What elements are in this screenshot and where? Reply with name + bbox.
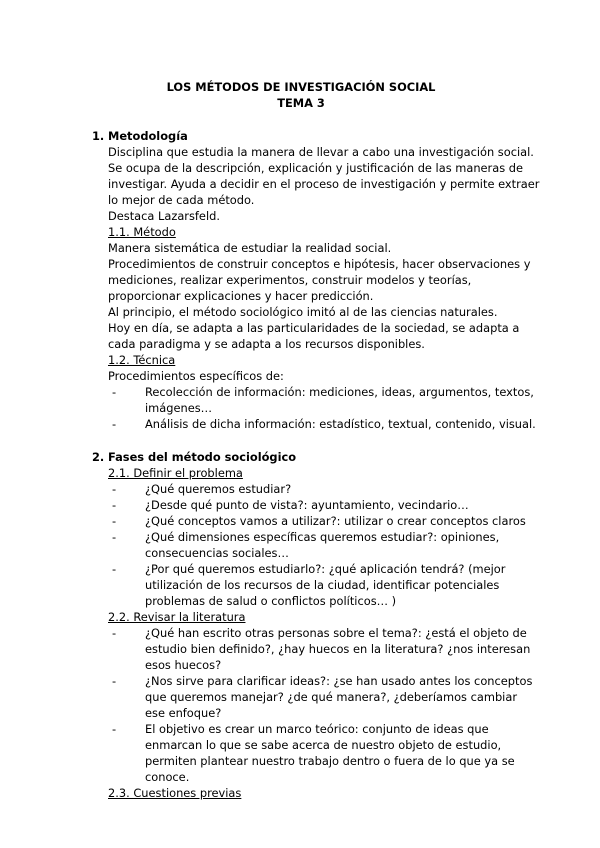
paragraph: Se ocupa de la descripción, explicación y justificación de las maneras de investigar. Ayuda a decidir en el proceso de investigación y permite extraer lo mejor de cada método. xyxy=(108,161,540,207)
section-heading xyxy=(92,128,540,144)
list-item: - Recolección de información: mediciones, ideas, argumentos, textos, imágenes… xyxy=(108,384,540,416)
paragraph: Hoy en día, se adapta a las particularidades de la sociedad, se adapta a cada paradigma y se adapta a los recursos disponibles. xyxy=(108,321,520,351)
list-item: - ¿Qué han escrito otras personas sobre el tema?: ¿está el objeto de estudio bien definido?, ¿hay huecos en la literatura? ¿nos interesan esos huecos? xyxy=(108,625,540,673)
section-body xyxy=(108,465,540,801)
section-number: 1. xyxy=(92,129,105,143)
subsection-heading-cuestiones: 2.3. Cuestiones previas xyxy=(108,786,242,800)
section-title: Metodología xyxy=(108,129,188,143)
list-item: - ¿Qué queremos estudiar? xyxy=(108,481,540,497)
paragraph: Procedimientos de construir conceptos e hipótesis, hacer observaciones y mediciones, realizar experimentos, construir modelos y teorías, proporcionar explicaciones y hacer predicción. xyxy=(108,257,531,303)
section-title: Fases del método sociológico xyxy=(108,450,297,464)
document-subtitle: TEMA 3 xyxy=(277,96,325,110)
list-item: - El objetivo es crear un marco teórico: conjunto de ideas que enmarcan lo que se sabe acerca de nuestro objeto de estudio, permiten plantear nuestro trabajo dentro o fuera de lo que ya se conoce. xyxy=(108,721,540,785)
subsection-heading-tecnica: 1.2. Técnica xyxy=(108,353,176,367)
section-metodologia xyxy=(92,128,540,432)
bullet-list xyxy=(90,481,540,609)
section-heading xyxy=(92,449,540,465)
paragraph: Disciplina que estudia la manera de llevar a cabo una investigación social. xyxy=(108,145,534,159)
subsection-heading-definir: 2.1. Definir el problema xyxy=(108,466,243,480)
bullet-list xyxy=(90,625,540,785)
paragraph: Destaca Lazarsfeld. xyxy=(108,209,220,223)
bullet-list xyxy=(90,384,540,432)
section-body xyxy=(108,144,540,432)
paragraph: Manera sistemática de estudiar la realidad social. xyxy=(108,241,392,255)
paragraph: Al principio, el método sociológico imitó al de las ciencias naturales. xyxy=(108,305,498,319)
subsection-heading-metodo: 1.1. Método xyxy=(108,225,176,239)
list-item: - ¿Desde qué punto de vista?: ayuntamiento, vecindario… xyxy=(108,497,540,513)
list-item: - ¿Qué conceptos vamos a utilizar?: utilizar o crear conceptos claros xyxy=(108,513,540,529)
section-number: 2. xyxy=(92,450,105,464)
subsection-heading-revisar: 2.2. Revisar la literatura xyxy=(108,610,246,624)
list-item: - ¿Nos sirve para clarificar ideas?: ¿se han usado antes los conceptos que queremos manejar? ¿de qué manera?, ¿deberíamos cambiar ese enfoque? xyxy=(108,673,540,721)
document-title: LOS MÉTODOS DE INVESTIGACIÓN SOCIAL xyxy=(166,80,436,94)
list-item: - ¿Qué dimensiones específicas queremos estudiar?: opiniones, consecuencias sociales… xyxy=(108,529,540,561)
paragraph: Procedimientos específicos de: xyxy=(108,369,284,383)
section-fases xyxy=(92,449,540,801)
list-item: - Análisis de dicha información: estadístico, textual, contenido, visual. xyxy=(108,416,540,432)
list-item: - ¿Por qué queremos estudiarlo?: ¿qué aplicación tendrá? (mejor utilización de los recursos de la ciudad, identificar potenciales problemas de salud o conflictos políticos… ) xyxy=(108,561,540,609)
